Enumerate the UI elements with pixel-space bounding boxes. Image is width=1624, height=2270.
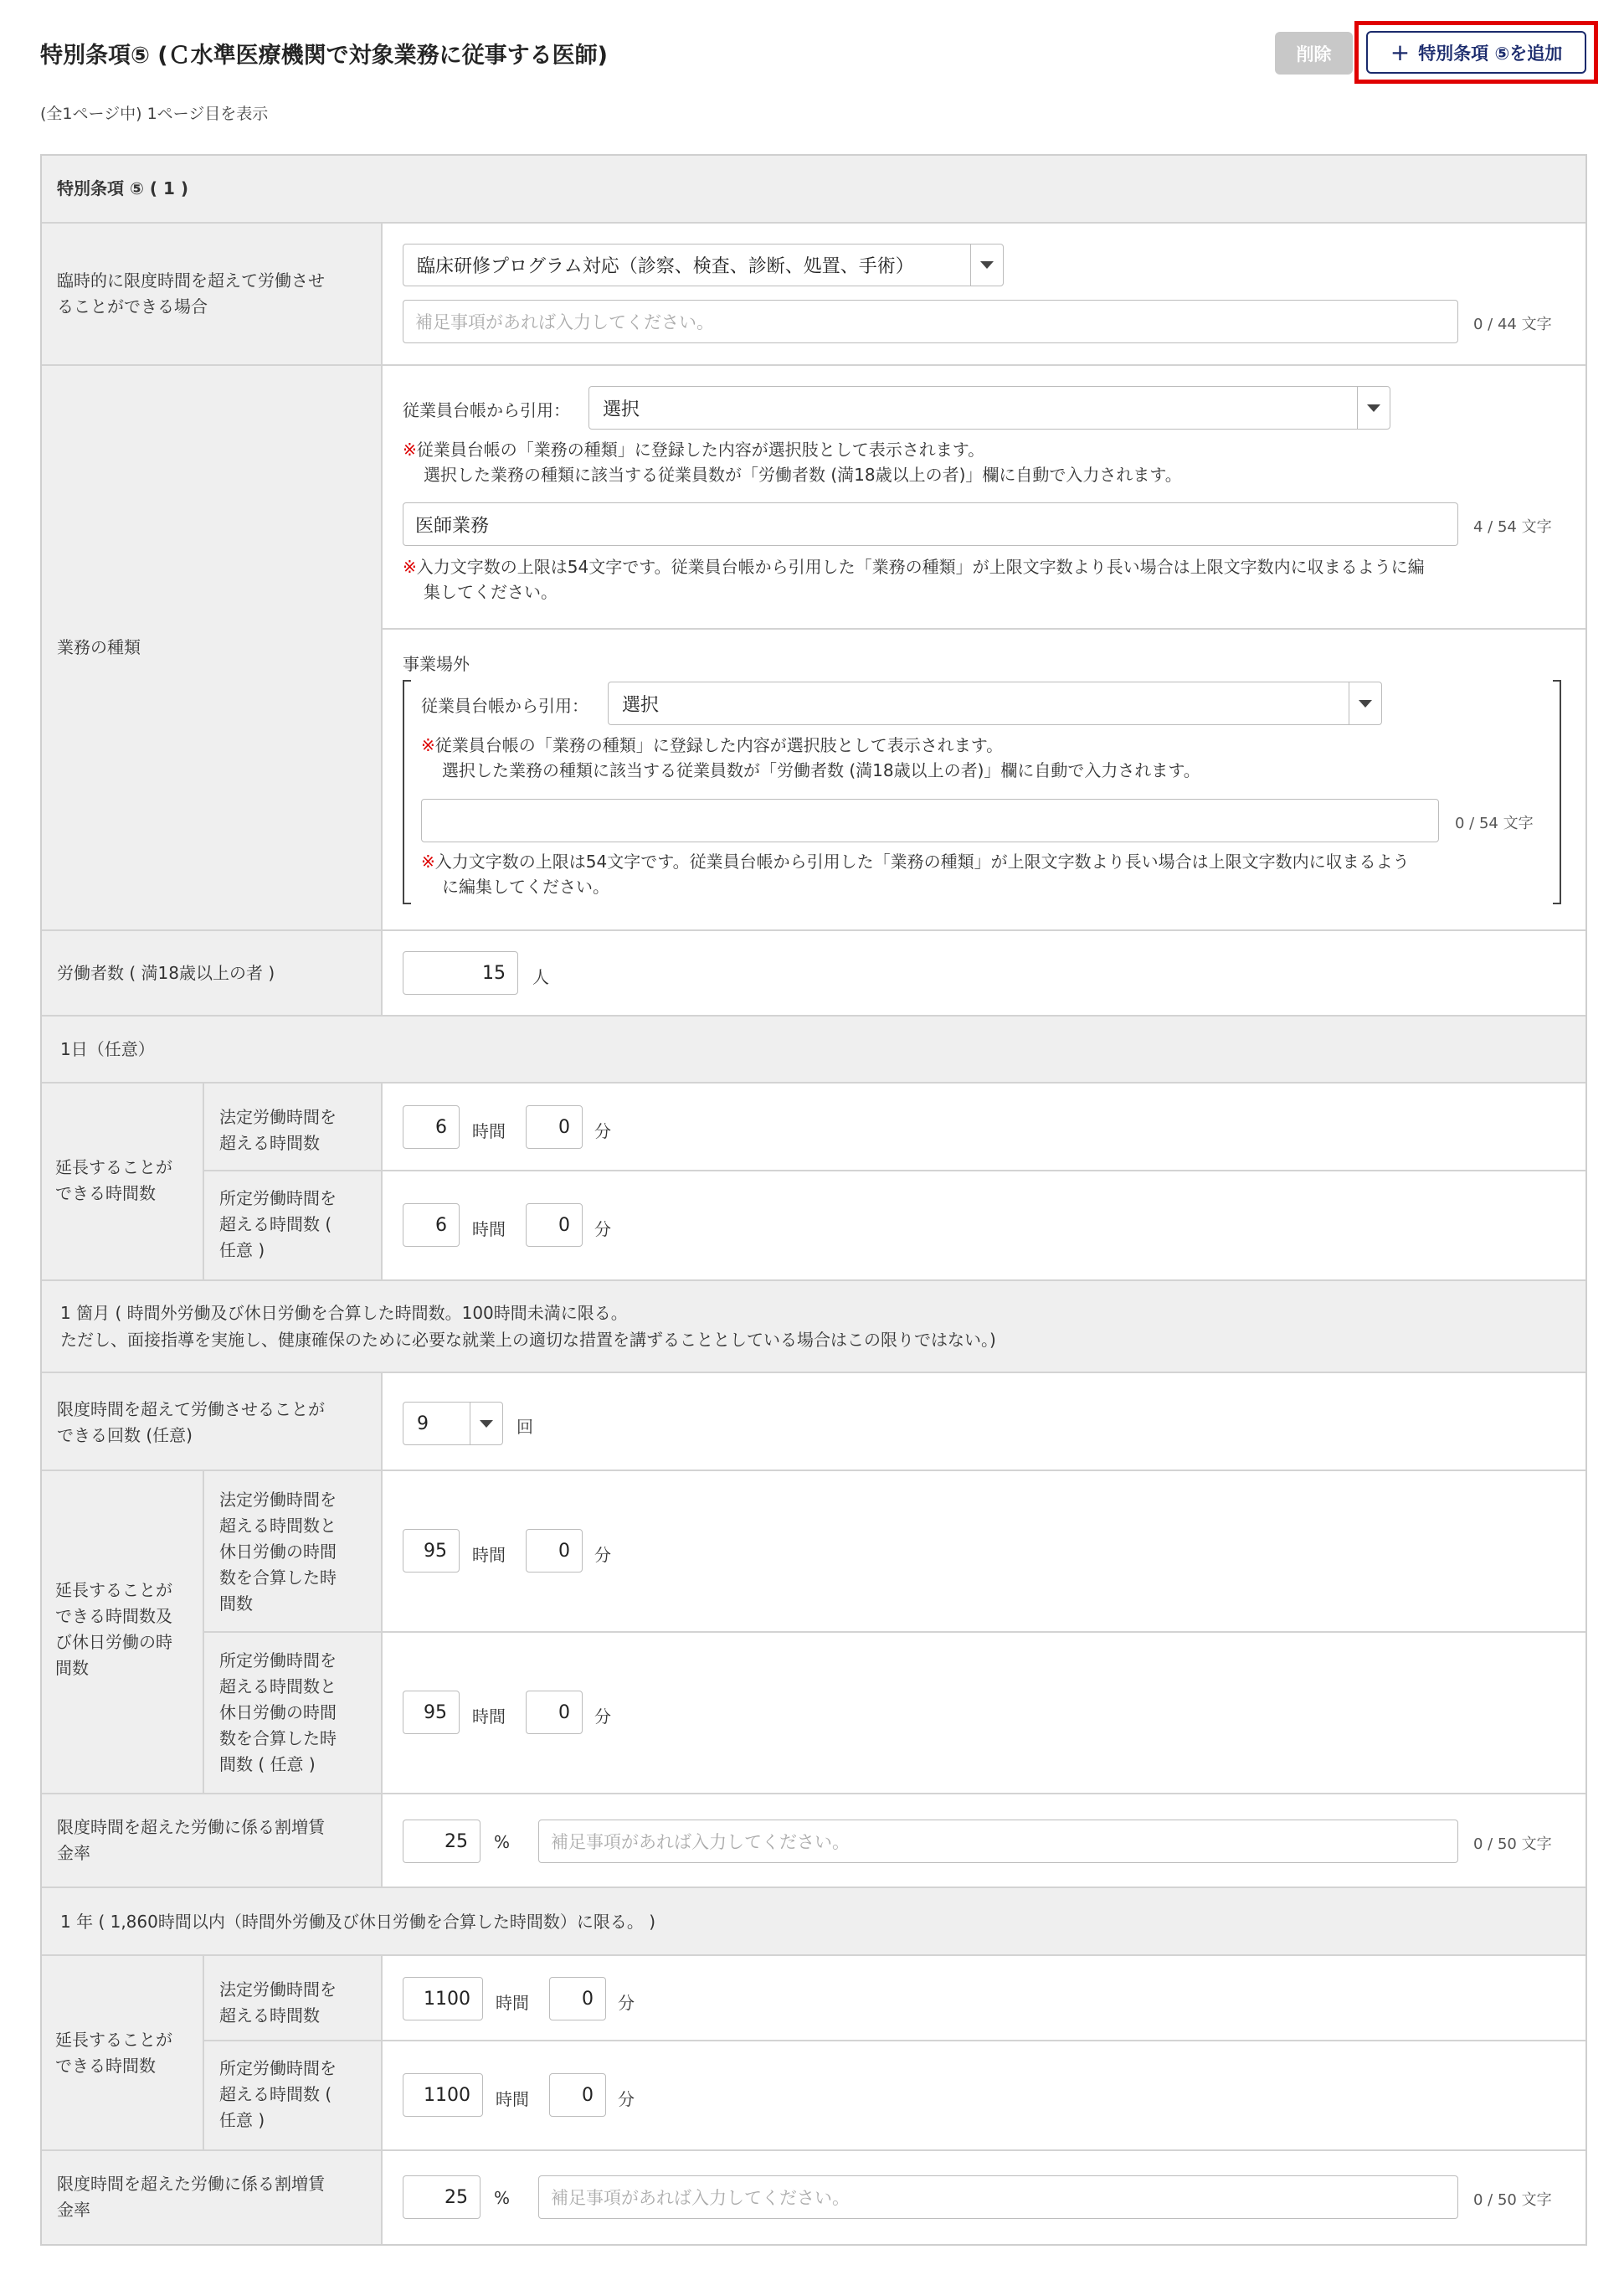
- year-rate-supplement-input[interactable]: 補足事項があれば入力してください。: [538, 2175, 1458, 2219]
- work-type-counter: 4 / 54 文字: [1473, 518, 1552, 536]
- month-title-2: ただし、面接指導を実施し、健康確保のために必要な就業上の適切な措置を講ずることとしている場合はこの限りではない。): [60, 1330, 996, 1350]
- day-prescribed-minutes[interactable]: 0: [526, 1203, 583, 1247]
- year-rate-input[interactable]: 25: [403, 2175, 481, 2219]
- outside-work-type-input[interactable]: [421, 799, 1439, 842]
- work-type-input[interactable]: 医師業務: [403, 502, 1458, 546]
- day-prescribed-hours[interactable]: 6: [403, 1203, 460, 1247]
- workers-unit: 人: [532, 967, 549, 987]
- chevron-down-icon: [1349, 682, 1381, 724]
- outside-label: 事業場外: [403, 654, 470, 674]
- month-legal-hours[interactable]: 95: [403, 1529, 460, 1573]
- add-special-clause-button[interactable]: [1366, 31, 1586, 74]
- workers-label: 労働者数 ( 満18歳以上の者 ): [57, 963, 275, 983]
- add-button-label: 特別条項 ⑤を追加: [1418, 43, 1563, 64]
- outside-note-1: ※従業員台帳の「業務の種類」に登録した内容が選択肢として表示されます。: [421, 735, 1004, 755]
- temporary-label-1: 臨時的に限度時間を超えて労働させ: [57, 270, 325, 291]
- outside-counter: 0 / 54 文字: [1455, 815, 1534, 832]
- month-rate-input[interactable]: 25: [403, 1820, 481, 1863]
- month-prescribed-minutes[interactable]: 0: [526, 1691, 583, 1734]
- year-legal-hours[interactable]: 1100: [403, 1977, 483, 2020]
- work-type-note-2: ※入力文字数の上限は54文字です。従業員台帳から引用した「業務の種類」が上限文字数より長い場合は上限文字数内に収まるように編: [403, 557, 1425, 577]
- work-type-quote-select[interactable]: 選択: [588, 386, 1390, 430]
- quote-label: 従業員台帳から引用：: [403, 400, 570, 420]
- temporary-counter: 0 / 44 文字: [1473, 316, 1552, 333]
- outside-quote-label: 従業員台帳から引用：: [421, 696, 588, 716]
- day-header: [42, 1016, 1585, 1083]
- day-legal-minutes[interactable]: 0: [526, 1105, 583, 1149]
- work-type-note-1b: 選択した業務の種類に該当する従業員数が「労働者数 (満18歳以上の者)」欄に自動で入力されます。: [424, 465, 1182, 485]
- day-group-1: 延長することが: [55, 1157, 172, 1177]
- temporary-select[interactable]: 臨床研修プログラム対応（診察、検査、診断、処置、手術）: [403, 244, 1004, 286]
- year-prescribed-hours[interactable]: 1100: [403, 2073, 483, 2117]
- workers-input[interactable]: 15: [403, 951, 518, 995]
- month-times-select[interactable]: 9: [403, 1402, 503, 1445]
- year-prescribed-minutes[interactable]: 0: [549, 2073, 606, 2117]
- delete-button[interactable]: 削除: [1275, 32, 1353, 75]
- page-info: (全1ページ中) 1ページ目を表示: [40, 105, 269, 123]
- work-type-note-1: ※従業員台帳の「業務の種類」に登録した内容が選択肢として表示されます。: [403, 440, 985, 460]
- plus-icon: +: [1390, 39, 1411, 66]
- outside-note-2: ※入力文字数の上限は54文字です。従業員台帳から引用した「業務の種類」が上限文字数より長い場合は上限文字数内に収まるよう: [421, 852, 1410, 872]
- chevron-down-icon: [1357, 387, 1390, 429]
- month-rate-supplement-input[interactable]: 補足事項があれば入力してください。: [538, 1820, 1458, 1863]
- month-title-1: 1 箇月 ( 時間外労働及び休日労働を合算した時間数。100時間未満に限る。: [60, 1303, 628, 1323]
- work-type-label: 業務の種類: [57, 637, 141, 657]
- section-header: [42, 156, 1585, 223]
- outside-note-1b: 選択した業務の種類に該当する従業員数が「労働者数 (満18歳以上の者)」欄に自動で入力されます。: [442, 760, 1200, 780]
- year-legal-minutes[interactable]: 0: [549, 1977, 606, 2020]
- chevron-down-icon: [970, 245, 1003, 286]
- outside-quote-select[interactable]: 選択: [608, 682, 1382, 725]
- temporary-label-2: ることができる場合: [57, 296, 208, 317]
- month-prescribed-hours[interactable]: 95: [403, 1691, 460, 1734]
- work-type-note-2b: 集してください。: [424, 582, 558, 602]
- month-legal-minutes[interactable]: 0: [526, 1529, 583, 1573]
- temporary-supplement-input[interactable]: 補足事項があれば入力してください。: [403, 300, 1458, 343]
- outside-note-2b: に編集してください。: [442, 877, 609, 897]
- chevron-down-icon: [470, 1403, 502, 1444]
- section-title: 特別条項 ⑤ ( 1 ): [57, 178, 188, 198]
- day-title: 1日（任意）: [60, 1039, 155, 1059]
- page-title: 特別条項⑤ (Ｃ水準医療機関で対象業務に従事する医師): [40, 43, 608, 69]
- day-group-2: できる時間数: [55, 1183, 156, 1203]
- day-legal-hours[interactable]: 6: [403, 1105, 460, 1149]
- year-title: 1 年 ( 1,860時間以内（時間外労働及び休日労働を合算した時間数）に限る。 ): [60, 1912, 656, 1932]
